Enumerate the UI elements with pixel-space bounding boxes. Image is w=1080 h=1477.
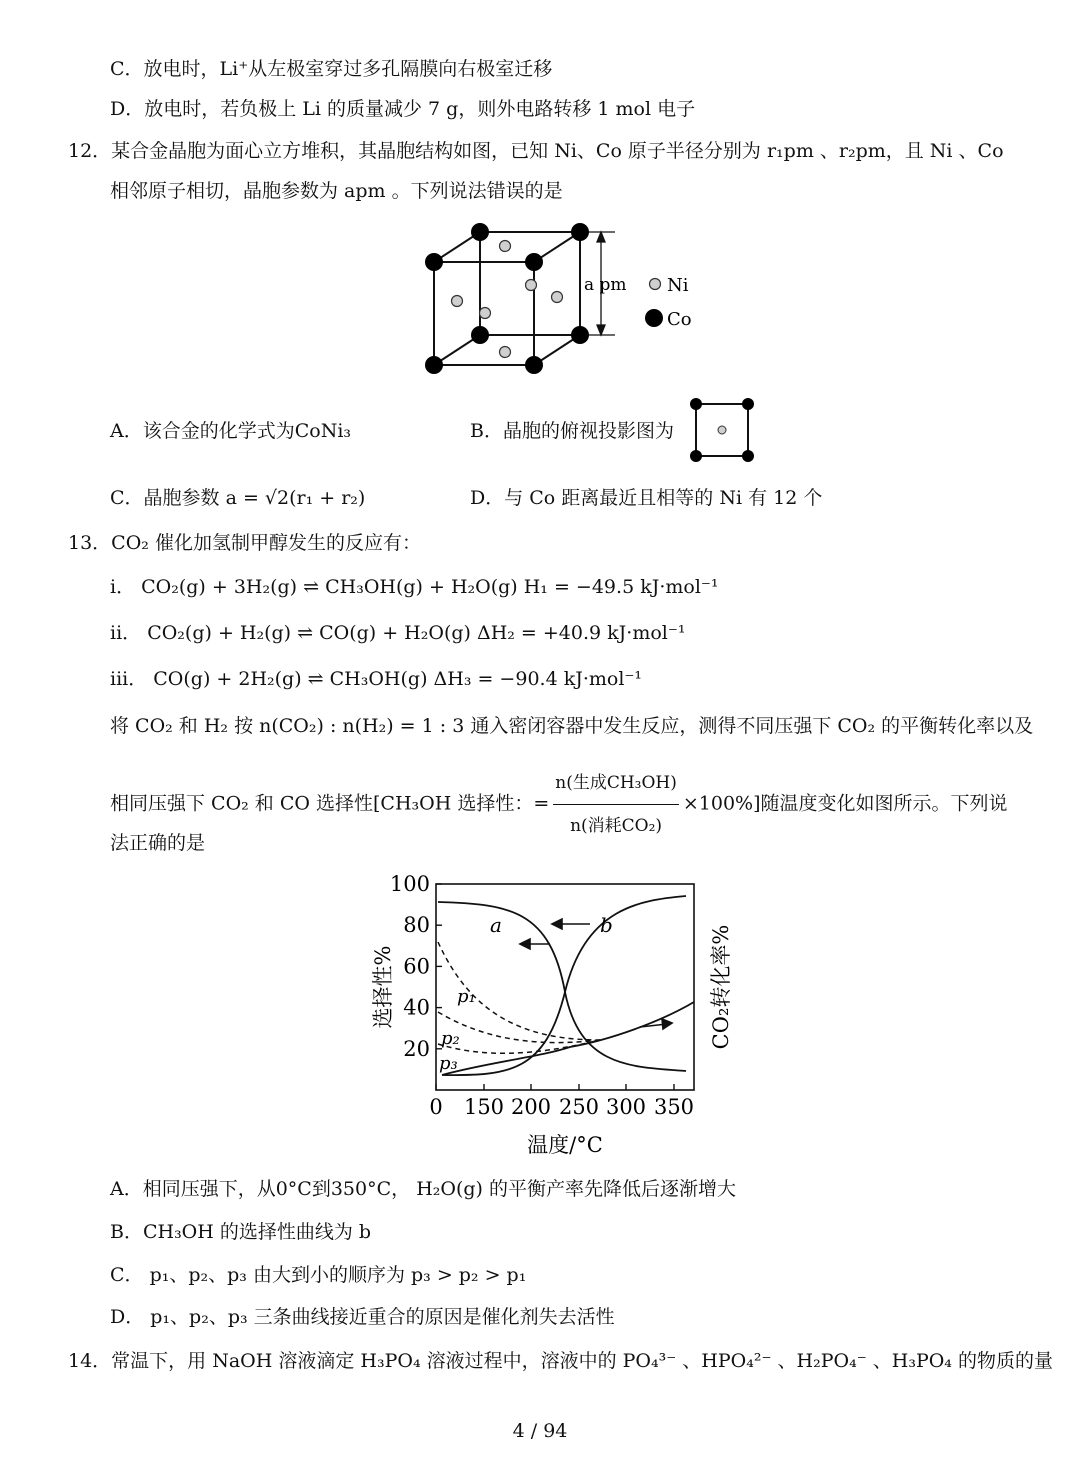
x-axis-label: 温度/°C xyxy=(527,1133,603,1157)
fraction-numerator: n(生成CH₃OH) xyxy=(553,763,679,805)
x-tick-label: 200 xyxy=(510,1095,552,1119)
q13-stem: 13．CO₂ 催化加氢制甲醇发生的反应有： xyxy=(68,532,421,554)
y-tick-label: 20 xyxy=(403,1036,430,1061)
q12-option-c: C．晶胞参数 a = √2(r₁ + r₂) xyxy=(110,487,366,509)
curve-label-p3: p₃ xyxy=(439,1053,458,1074)
q13-paragraph-3: 法正确的是 xyxy=(110,832,206,854)
q12-option-b: B．晶胞的俯视投影图为 xyxy=(470,420,674,442)
crystal-cell-diagram xyxy=(415,215,715,385)
x-tick-label: 250 xyxy=(558,1095,600,1119)
q12-option-a: A．该合金的化学式为CoNi₃ xyxy=(110,420,352,442)
y-axis-label-left: 选择性% xyxy=(371,945,395,1029)
page-number: 4 / 94 xyxy=(512,1420,568,1442)
q13-paragraph-2-end: ×100%]随温度变化如图所示。下列说 xyxy=(682,792,1008,815)
x-tick-label: 350 xyxy=(653,1095,695,1119)
q13-option-a: A．相同压强下，从0°C到350°C， H₂O(g) 的平衡产率先降低后逐渐增大 xyxy=(110,1178,736,1200)
q13-option-d: D． p₁、p₂、p₃ 三条曲线接近重合的原因是催化剂失去活性 xyxy=(110,1306,615,1328)
q13-paragraph-2 xyxy=(110,763,1008,846)
q12-stem-line2: 相邻原子相切，晶胞参数为 apm 。下列说法错误的是 xyxy=(110,180,563,202)
y-tick-label: 80 xyxy=(403,913,430,938)
top-view-projection-diagram xyxy=(688,396,758,466)
q13-paragraph-1: 将 CO₂ 和 H₂ 按 n(CO₂) : n(H₂) = 1 : 3 通入密闭容器中发生反应，测得不同压强下 CO₂ 的平衡转化率以及 xyxy=(110,715,1034,737)
curve-label-p1: p₁ xyxy=(457,986,476,1007)
q11-option-c: C．放电时，Li⁺从左极室穿过多孔隔膜向右极室迁移 xyxy=(110,58,553,80)
co-legend-icon xyxy=(645,309,663,327)
curve-label-b: b xyxy=(600,913,613,937)
co-legend-label: Co xyxy=(667,309,692,330)
ni-legend-label: Ni xyxy=(667,275,689,296)
q14-stem: 14．常温下，用 NaOH 溶液滴定 H₃PO₄ 溶液过程中，溶液中的 PO₄³⁻ 、HPO₄²⁻ 、H₂PO₄⁻ 、H₃PO₄ 的物质的量 xyxy=(68,1350,1053,1372)
curve-p2 xyxy=(438,1012,600,1043)
y-tick-label: 60 xyxy=(403,954,430,979)
q13-option-c: C． p₁、p₂、p₃ 由大到小的顺序为 p₃ > p₂ > p₁ xyxy=(110,1264,527,1286)
q13-option-b: B．CH₃OH 的选择性曲线为 b xyxy=(110,1221,372,1243)
x-tick-label: 150 xyxy=(463,1095,505,1119)
selectivity-fraction xyxy=(553,763,679,846)
x-tick-label: 300 xyxy=(605,1095,647,1119)
x-tick-label: 0 xyxy=(429,1095,443,1119)
curve-label-a: a xyxy=(490,913,502,937)
q13-reaction-2: ii． CO₂(g) + H₂(g) ⇌ CO(g) + H₂O(g) ΔH₂ = +40.9 kJ·mol⁻¹ xyxy=(110,622,686,644)
curve-p3-solid xyxy=(442,1002,694,1075)
ni-legend-icon xyxy=(650,279,661,290)
q12-stem-line1: 12．某合金晶胞为面心立方堆积，其晶胞结构如图，已知 Ni、Co 原子半径分别为 r₁pm 、r₂pm，且 Ni 、Co xyxy=(68,140,1004,162)
selectivity-conversion-chart xyxy=(360,862,750,1162)
fraction-denominator: n(消耗CO₂) xyxy=(570,816,663,836)
y-axis-label-right: CO₂转化率% xyxy=(709,924,733,1050)
q11-option-d: D．放电时，若负极上 Li 的质量减少 7 g，则外电路转移 1 mol 电子 xyxy=(110,98,696,120)
curve-label-p2: p₂ xyxy=(441,1028,460,1049)
q13-reaction-3: iii． CO(g) + 2H₂(g) ⇌ CH₃OH(g) ΔH₃ = −90.4 kJ·mol⁻¹ xyxy=(110,668,643,690)
q13-paragraph-2-start: 相同压强下 CO₂ 和 CO 选择性[CH₃OH 选择性：= xyxy=(110,792,550,815)
y-tick-label: 100 xyxy=(389,872,430,896)
q13-reaction-1: i． CO₂(g) + 3H₂(g) ⇌ CH₃OH(g) + H₂O(g) H₁ = −49.5 kJ·mol⁻¹ xyxy=(110,576,719,598)
q12-option-d: D．与 Co 距离最近且相等的 Ni 有 12 个 xyxy=(470,487,823,509)
y-tick-label: 40 xyxy=(403,995,430,1020)
lattice-parameter-label: a pm xyxy=(584,275,627,295)
